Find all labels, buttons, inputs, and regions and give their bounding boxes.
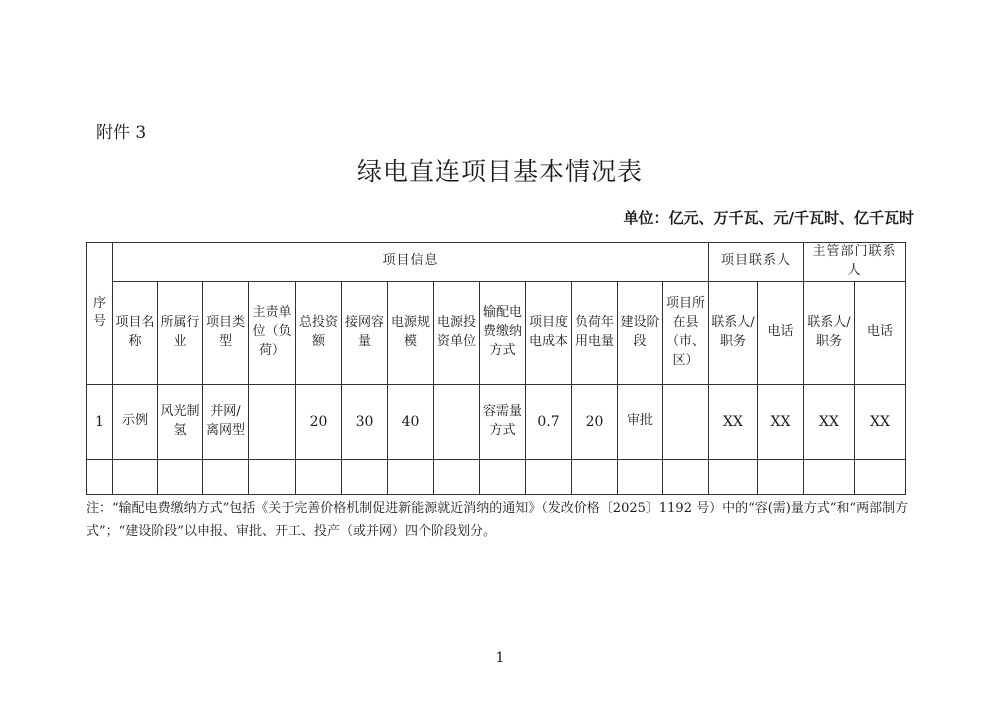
column-header: 负荷年用电量 xyxy=(572,281,618,384)
column-header: 输配电费缴纳方式 xyxy=(480,281,526,384)
column-header: 建设阶段 xyxy=(618,281,663,384)
table-cell xyxy=(388,459,434,494)
column-header: 项目所在县（市、区） xyxy=(663,281,709,384)
project-table xyxy=(86,242,906,495)
column-header: 电话 xyxy=(855,281,906,384)
table-cell xyxy=(526,459,572,494)
group-header-authority-contact: 主管部门联系人 xyxy=(804,243,906,282)
column-header: 联系人/职务 xyxy=(709,281,758,384)
page-number: 1 xyxy=(495,650,505,666)
footnote: 注：“输配电费缴纳方式”包括《关于完善价格机制促进新能源就近消纳的通知》（发改价格〔2025〕1192 号）中的“容(需)量方式”和“两部制方式”；“建设阶段”以申报、审批、开工、投产（或并网）四个阶段划分。 xyxy=(86,501,909,539)
column-header: 项目类型 xyxy=(203,281,249,384)
table-cell: XX xyxy=(758,384,804,459)
table-cell: 0.7 xyxy=(526,384,572,459)
table-cell: 30 xyxy=(342,384,388,459)
table-cell xyxy=(203,459,249,494)
column-header: 电源投资单位 xyxy=(434,281,480,384)
table-cell xyxy=(663,459,709,494)
table-cell: 20 xyxy=(572,384,618,459)
column-header: 电源规模 xyxy=(388,281,434,384)
table-cell xyxy=(296,459,342,494)
table-cell xyxy=(113,459,158,494)
table-cell xyxy=(618,459,663,494)
table-row xyxy=(87,459,906,494)
table-cell xyxy=(572,459,618,494)
table-cell xyxy=(434,459,480,494)
column-header: 项目名称 xyxy=(113,281,158,384)
table-cell xyxy=(804,459,855,494)
table-cell: 并网/离网型 xyxy=(203,384,249,459)
table-cell: 20 xyxy=(296,384,342,459)
table-cell xyxy=(663,384,709,459)
column-header: 项目度电成本 xyxy=(526,281,572,384)
attachment-label: 附件 3 xyxy=(96,123,147,143)
column-header: 总投资额 xyxy=(296,281,342,384)
table-cell: 审批 xyxy=(618,384,663,459)
group-header-project-contact: 项目联系人 xyxy=(709,243,804,282)
table-cell xyxy=(342,459,388,494)
seq-header: 序号 xyxy=(87,243,113,385)
row-seq-cell: 1 xyxy=(87,384,113,459)
units-line: 单位：亿元、万千瓦、元/千瓦时、亿千瓦时 xyxy=(623,209,914,227)
table-cell: XX xyxy=(804,384,855,459)
table-cell xyxy=(249,459,296,494)
column-header: 主责单位（负荷） xyxy=(249,281,296,384)
table-cell xyxy=(709,459,758,494)
table-cell: XX xyxy=(709,384,758,459)
group-header-project-info: 项目信息 xyxy=(113,243,709,282)
table-cell: 示例 xyxy=(113,384,158,459)
column-header: 联系人/职务 xyxy=(804,281,855,384)
row-seq-cell xyxy=(87,459,113,494)
table-cell xyxy=(249,384,296,459)
table-row xyxy=(87,384,906,459)
table-cell: 40 xyxy=(388,384,434,459)
column-header: 所属行业 xyxy=(158,281,203,384)
table-cell: XX xyxy=(855,384,906,459)
table-cell xyxy=(855,459,906,494)
table-cell: 容需量方式 xyxy=(480,384,526,459)
table-cell xyxy=(434,384,480,459)
table-cell xyxy=(158,459,203,494)
table-cell xyxy=(758,459,804,494)
table-cell: 风光制氢 xyxy=(158,384,203,459)
column-header: 接网容量 xyxy=(342,281,388,384)
page-title: 绿电直连项目基本情况表 xyxy=(356,157,643,186)
column-header: 电话 xyxy=(758,281,804,384)
table-cell xyxy=(480,459,526,494)
